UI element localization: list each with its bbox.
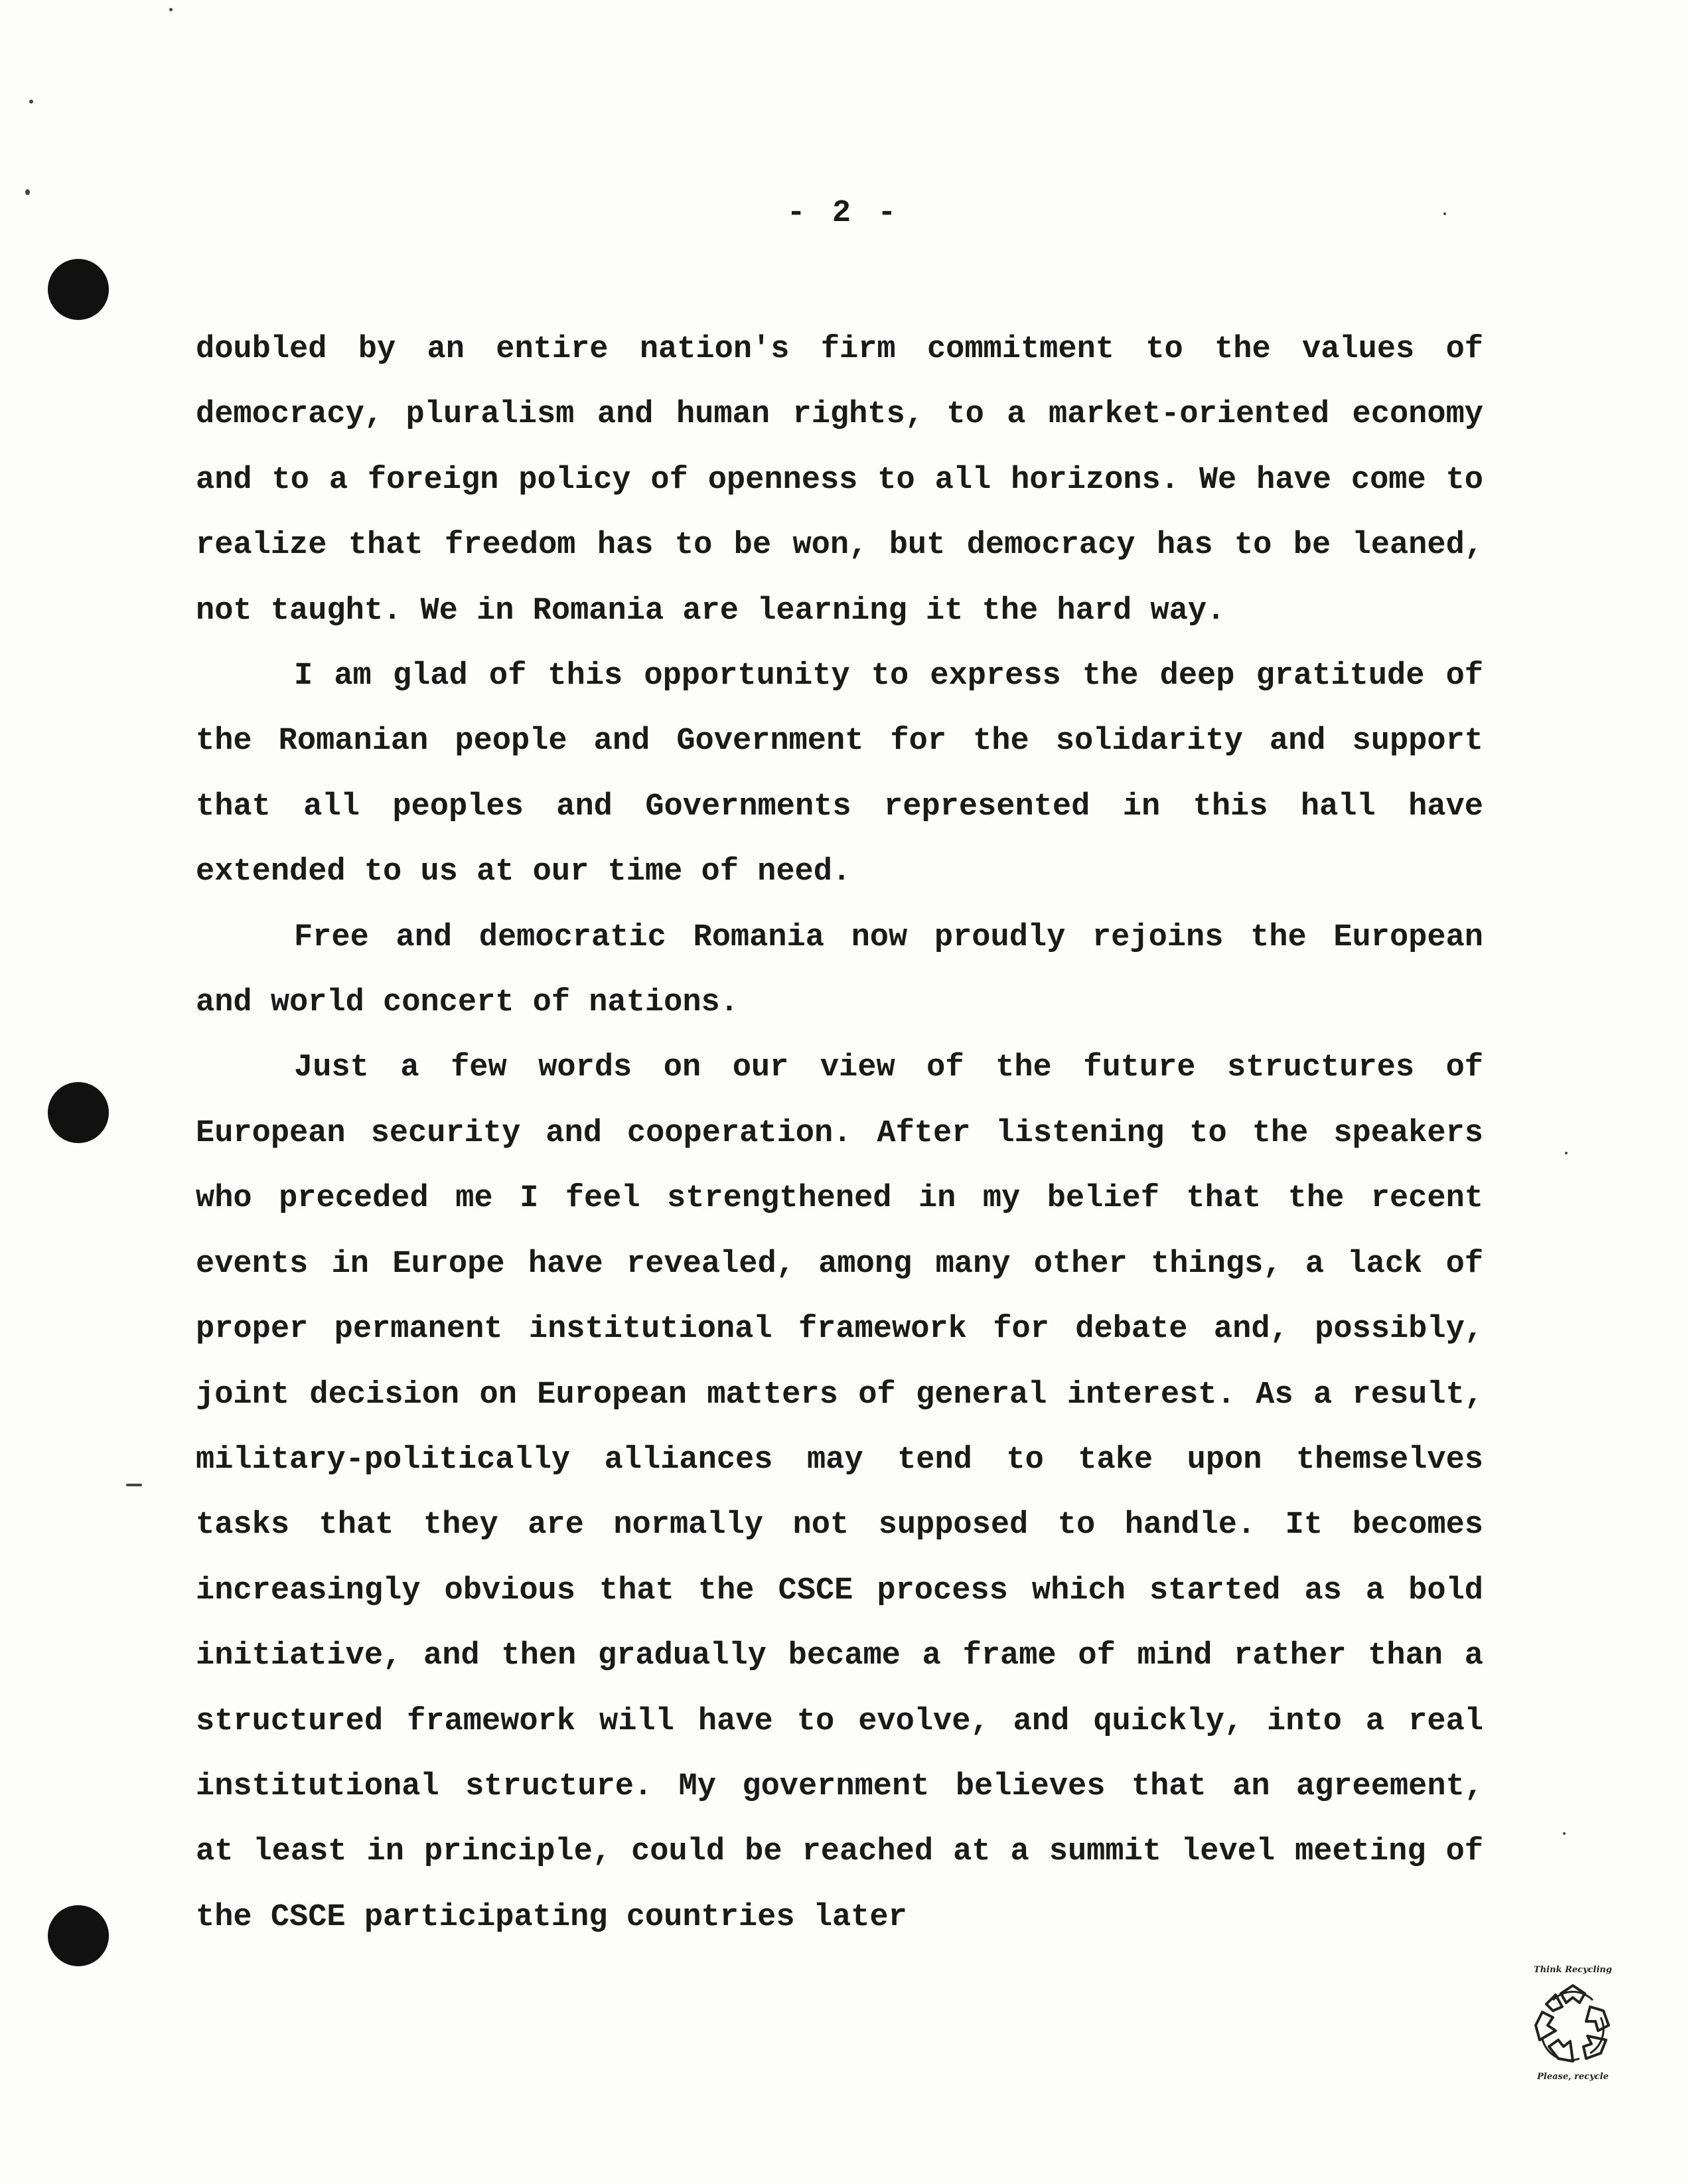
punch-hole [48,259,109,320]
paragraph: Just a few words on our view of the future structures of European security and cooperation. After listening to the speakers who preceded me I feel strengthened in my belief that the recent events in Europe have revealed, among many other things, a lack of proper permanent institutional framework for debate and, possibly, joint decision on European matters of general interest. As a result, military-politically alliances may tend to take upon themselves tasks that they are normally not supposed to handle. It becomes increasingly obvious that the CSCE process which started as a bold initiative, and then gradually became a frame of mind rather than a structured framework will have to evolve, and quickly, into a real institutional structure. My government believes that an agreement, at least in principle, could be reached at a summit level meeting of the CSCE participating countries later [196,1050,1483,1935]
scan-speck [1563,1832,1566,1835]
document-body [196,317,1483,1950]
recycle-top-caption: Think Recycling [1534,1965,1612,1975]
scan-speck [126,1484,142,1486]
scan-speck [29,100,33,104]
recycle-bottom-caption: Please, recycle [1537,2072,1609,2082]
recycle-icon [1526,1980,1619,2067]
page-number: - 2 - [786,196,901,231]
punch-hole [48,1082,109,1143]
paragraph: doubled by an entire nation's firm commitment to the values of democracy, pluralism and human rights, to a market-oriented economy and to a foreign policy of openness to all horizons. We have come to realize that freedom has to be won, but democracy has to be leaned, not taught. We in Romania are learning it the hard way. [196,332,1483,629]
punch-hole [48,1905,109,1966]
scan-speck [25,189,30,195]
scan-speck [169,8,173,11]
scan-speck [1565,1152,1568,1154]
recycle-logo [1520,1965,1626,2118]
paragraph: I am glad of this opportunity to express the deep gratitude of the Romanian people and Government for the solidarity and support that all peoples and Governments represented in this hall have extended to us at our time of need. [196,659,1483,890]
paragraph: Free and democratic Romania now proudly rejoins the European and world concert of nations. [196,919,1483,1021]
